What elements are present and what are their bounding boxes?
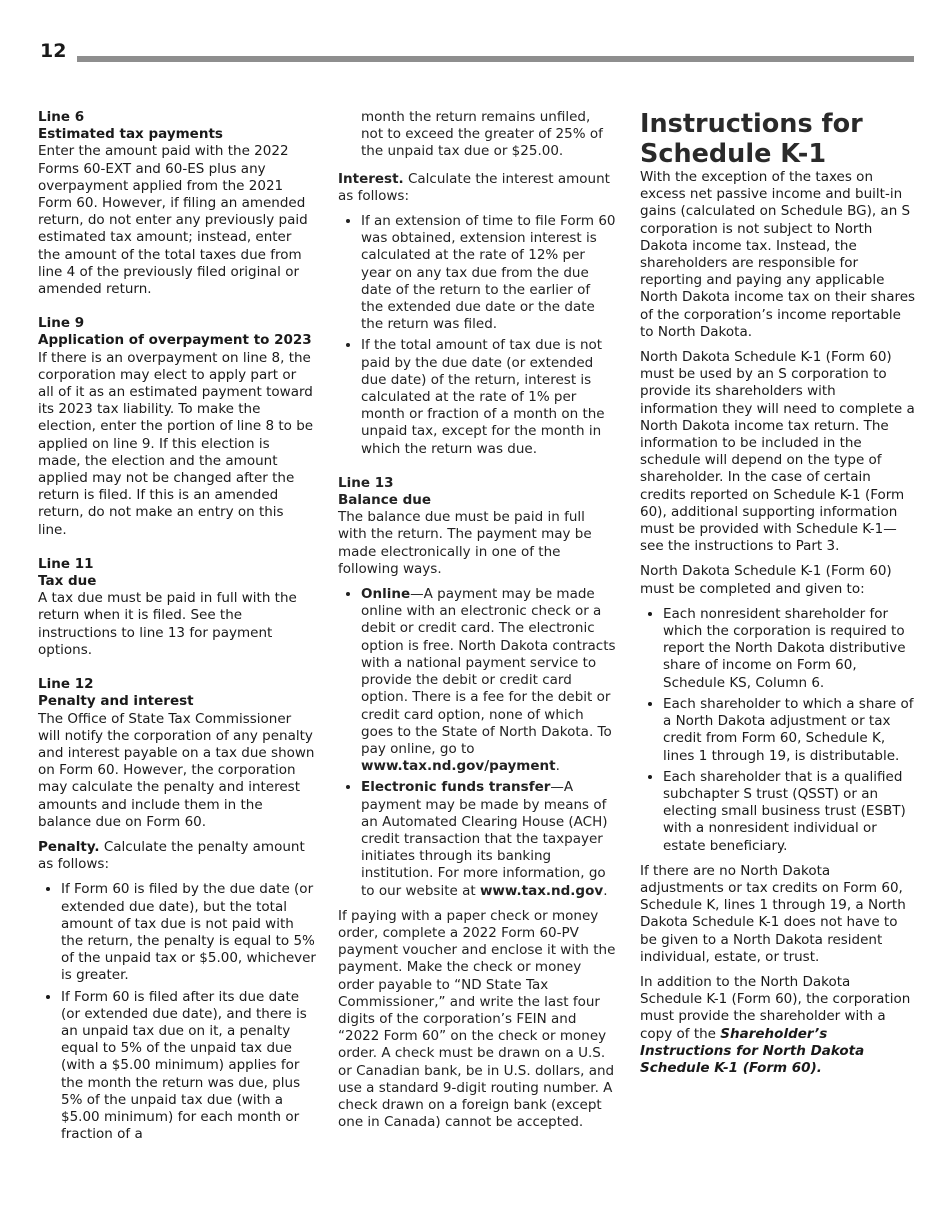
list-item: • Each nonresident shareholder for which the corporation is required to report the North Dakota distributive share of income on Form 60, Schedule KS, Column 6. — [663, 606, 916, 692]
section-body: Enter the amount paid with the 2022 Forms 60-EXT and 60-ES plus any overpayment applied from the 2021 Form 60. However, if filing an amended return, do not enter any previously paid estimated tax amount; instead, enter the amount of the total taxes due from line 4 of the previously filed original or amended return. — [38, 143, 308, 298]
section-line-9 — [38, 315, 316, 539]
line-label: Line 6 — [38, 109, 85, 125]
instructions-reference: Shareholder’s Instructions for North Dakota Schedule K-1 (Form 60). — [640, 1025, 865, 1076]
section-body: A tax due must be paid in full with the return when it is filed. See the instructions to line 13 for payment options. — [38, 590, 297, 658]
list-item: • If Form 60 is filed by the due date (or extended due date), but the total amount of tax due is not paid with the return, the penalty is equal to 5% of the unpaid tax or $5.00, whichever is greater. — [61, 881, 316, 984]
shareholder-list — [640, 606, 916, 855]
online-text: —A payment may be made online with an electronic check or a debit or credit card. The electronic option is free. North Dakota contracts with a national payment service to provide the debit or credit card option. There is a fee for the debit or credit card option, none of which goes to the State of North Dakota. To pay online, go to — [361, 586, 616, 757]
section-line-11 — [38, 556, 316, 659]
column-middle — [338, 109, 616, 1139]
penalty-text: Calculate the penalty amount as follows: — [38, 838, 305, 873]
section-heading: Penalty and interest — [38, 693, 194, 710]
list-item: • Each shareholder to which a share of a North Dakota adjustment or tax credit from Form 60, Schedule K, lines 1 through 19, is distributable. — [663, 696, 916, 765]
list-item: • If an extension of time to file Form 60 was obtained, extension interest is calculated at the rate of 12% per year on any tax due from the due date of the return to the earlier of the extended due date or the date the return was filed. — [361, 213, 616, 333]
interest-list — [338, 213, 616, 458]
column-right — [640, 109, 916, 1085]
paper-check-paragraph: If paying with a paper check or money order, complete a 2022 Form 60-PV payment voucher and enclose it with the payment. Make the check or money order payable to “ND State Tax Commissioner,” and write the last four digits of the corporation’s FEIN and “2022 Form 60” on the check or money order. A check must be drawn on a U.S. or Canadian bank, be in U.S. dollars, and use a standard 9-digit routing number. A check drawn on a foreign bank (except one in Canada) cannot be accepted. — [338, 907, 616, 1131]
page-number: 12 — [40, 40, 67, 62]
interest-text: Calculate the interest amount as follows: — [338, 170, 610, 204]
column-left — [38, 109, 316, 1151]
section-heading: Application of overpayment to 2023 — [38, 332, 312, 349]
online-lead: Online — [361, 586, 411, 603]
section-heading: Balance due — [338, 492, 432, 509]
list-item: • If Form 60 is filed after its due date (or extended due date), and there is an unpaid tax due on it, a penalty equal to 5% of the unpaid tax due (with a $5.00 minimum) applies for the month the return was due, plus 5% of the unpaid tax due (with a $5.00 minimum) for each month or fraction of a — [61, 989, 316, 1144]
payment-link[interactable]: www.tax.nd.gov/payment — [361, 758, 556, 775]
section-body: The balance due must be paid in full with the return. The payment may be made electronically in one of the following ways. — [338, 509, 592, 577]
penalty-paragraph — [38, 839, 316, 873]
paragraph-text: In addition to the North Dakota Schedule K-1 (Form 60), the corporation must provide the shareholder with a copy of the — [640, 973, 911, 1042]
paragraph: North Dakota Schedule K-1 (Form 60) must be completed and given to: — [640, 563, 892, 597]
punctuation: . — [555, 758, 560, 775]
line-label: Line 12 — [38, 676, 94, 693]
interest-lead: Interest. — [338, 170, 404, 187]
list-item-eft — [361, 779, 616, 899]
eft-lead: Electronic funds transfer — [361, 779, 551, 796]
section-heading: Tax due — [38, 573, 97, 590]
header-rule — [77, 56, 914, 62]
page-title: Instructions for Schedule K-1 — [640, 109, 863, 169]
interest-paragraph — [338, 171, 616, 205]
paragraph: If there are no North Dakota adjustments or tax credits on Form 60, Schedule K, lines 1 through 19, a North Dakota Schedule K-1 does not have to be given to a North Dakota resident individual, estate, or trust. — [640, 862, 906, 965]
section-body: If there is an overpayment on line 8, the corporation may elect to apply part or all of it as an estimated payment toward its 2023 tax liability. To make the election, enter the portion of line 8 to be applied on line 9. If this election is made, the election and the amount applied may not be changed after the return is filed. If this is an amended return, do not make an entry on this line. — [38, 349, 314, 538]
section-heading: Estimated tax payments — [38, 126, 223, 143]
line-label: Line 13 — [338, 474, 394, 491]
list-item-online — [361, 586, 616, 775]
penalty-lead: Penalty. — [38, 838, 100, 855]
eft-text: —A payment may be made by means of an Automated Clearing House (ACH) credit transaction that the taxpayer initiates through its banking institution. For more information, go to our website at — [361, 779, 608, 899]
section-body: The Office of State Tax Commissioner will notify the corporation of any penalty and interest payable on a tax due shown on Form 60. However, the corporation may calculate the penalty and interest amounts and include them in the balance due on Form 60. — [38, 710, 315, 830]
line-label: Line 11 — [38, 555, 94, 572]
penalty-continued: month the return remains unfiled, not to exceed the greater of 25% of the unpaid tax due or $25.00. — [361, 109, 603, 160]
website-link[interactable]: www.tax.nd.gov — [479, 882, 604, 899]
section-line-6 — [38, 109, 316, 298]
section-line-12 — [38, 676, 316, 831]
list-item: • Each shareholder that is a qualified subchapter S trust (QSST) or an electing small business trust (ESBT) with a nonresident individual or estate beneficiary. — [663, 769, 916, 855]
section-line-13 — [338, 475, 616, 578]
paragraph: North Dakota Schedule K-1 (Form 60) must be used by an S corporation to provide its shareholders with information they will need to complete a North Dakota income tax return. The information to be included in the schedule will depend on the type of shareholder. In the case of certain credits reported on Schedule K-1 (Form 60), additional supporting information must be provided with Schedule K-1—see the instructions to Part 3. — [640, 349, 915, 555]
list-item: • If the total amount of tax due is not paid by the due date (or extended due date) of the return, interest is calculated at the rate of 1% per month or fraction of a month on the unpaid tax, except for the month in which the return was due. — [361, 337, 616, 457]
punctuation: . — [603, 882, 608, 899]
payment-methods-list — [338, 586, 616, 900]
penalty-list — [38, 881, 316, 1143]
paragraph — [640, 974, 916, 1077]
line-label: Line 9 — [38, 315, 85, 332]
paragraph: With the exception of the taxes on excess net passive income and built-in gains (calculated on Schedule BG), an S corporation is not subject to North Dakota income tax. Instead, the shareholders are responsible for reporting and paying any applicable North Dakota income tax on their shares of the corporation’s income reportable to North Dakota. — [640, 169, 916, 340]
